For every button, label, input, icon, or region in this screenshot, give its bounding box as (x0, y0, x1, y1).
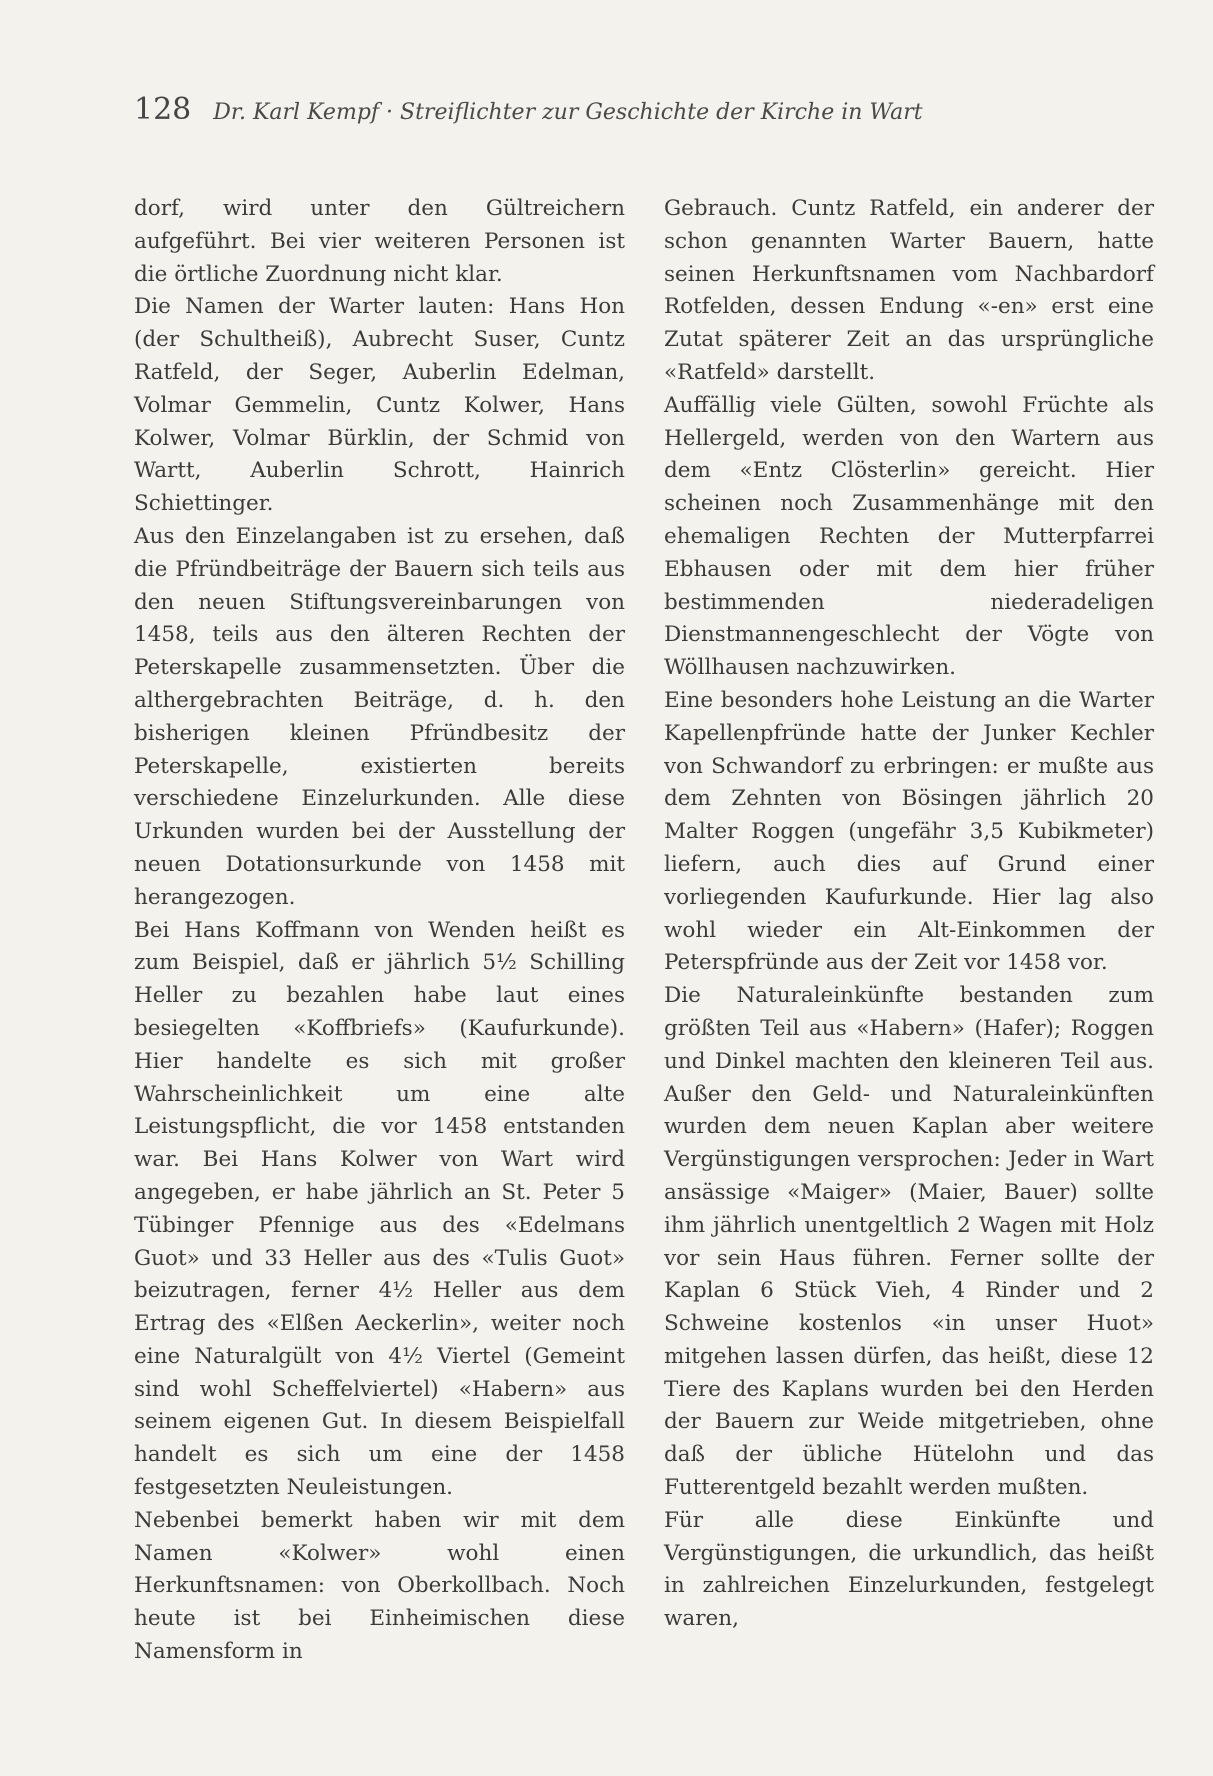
right-column (664, 193, 1154, 1636)
running-header (134, 92, 1153, 127)
paragraph: Aus den Einzelangaben ist zu ersehen, daß die Pfründbeiträge der Bauern sich teils aus den neuen Stiftungsvereinbarungen von 1458, teils aus den älteren Rechten der Peterskapelle zusammensetzten. Über die althergebrachten Beiträge, d. h. den bisherigen kleinen Pfründbesitz der Peterskapelle, existierten bereits verschiedene Einzelurkunden. Alle diese Urkunden wurden bei der Ausstellung der neuen Dotationsurkunde von 1458 mit herangezogen. (134, 523, 625, 910)
paragraph: dorf, wird unter den Gültreichern aufgeführt. Bei vier weiteren Personen ist die örtliche Zuordnung nicht klar. (134, 196, 625, 287)
paragraph: Bei Hans Koffmann von Wenden heißt es zum Beispiel, daß er jährlich 5½ Schilling Heller zu bezahlen habe laut eines besiegelten «Koffbriefs» (Kaufurkunde). Hier handelte es sich mit großer Wahrscheinlichkeit um eine alte Leistungspflicht, die vor 1458 entstanden war. Bei Hans Kolwer von Wart wird angegeben, er habe jährlich an St. Peter 5 Tübinger Pfennige aus des «Edelmans Guot» und 33 Heller aus des «Tulis Guot» beizutragen, ferner 4½ Heller aus dem Ertrag des «Elßen Aeckerlin», weiter noch eine Naturalgült von 4½ Viertel (Gemeint sind wohl Scheffelviertel) «Habern» aus seinem eigenen Gut. In diesem Beispielfall handelt es sich um eine der 1458 festgesetzten Neuleistungen. (134, 917, 625, 1501)
paragraph: Auffällig viele Gülten, sowohl Früchte als Hellergeld, werden von den Wartern aus dem «Entz Clösterlin» gereicht. Hier scheinen noch Zusammenhänge mit den ehemaligen Rechten der Mutterpfarrei Ebhausen oder mit dem hier früher bestimmenden niederadeligen Dienstmannengeschlecht der Vögte von Wöllhausen nachzuwirken. (664, 392, 1154, 681)
paragraph: Nebenbei bemerkt haben wir mit dem Namen «Kolwer» wohl einen Herkunftsnamen: von Oberkollbach. Noch heute ist bei Einheimischen diese Namensform in (134, 1507, 625, 1665)
left-column (134, 193, 625, 1669)
running-title: Dr. Karl Kempf · Streiflichter zur Geschichte der Kirche in Wart (213, 100, 923, 125)
paragraph: Die Namen der Warter lauten: Hans Hon (der Schultheiß), Aubrecht Suser, Cuntz Ratfeld, der Seger, Auberlin Edelman, Volmar Gemmelin, Cuntz Kolwer, Hans Kolwer, Volmar Bürklin, der Schmid von Wartt, Auberlin Schrott, Hainrich Schiettinger. (134, 294, 625, 517)
paragraph: Die Naturaleinkünfte bestanden zum größten Teil aus «Habern» (Hafer); Roggen und Dinkel machten den kleineren Teil aus. Außer den Geld- und Naturaleinkünften wurden dem neuen Kaplan aber weitere Vergünstigungen versprochen: Jeder in Wart ansässige «Maiger» (Maier, Bauer) sollte ihm jährlich unentgeltlich 2 Wagen mit Holz vor sein Haus führen. Ferner sollte der Kaplan 6 Stück Vieh, 4 Rinder und 2 Schweine kostenlos «in unser Huot» mitgehen lassen dürfen, das heißt, diese 12 Tiere des Kaplans wurden bei den Herden der Bauern zur Weide mitgetrieben, ohne daß der übliche Hütelohn und das Futterentgeld bezahlt werden mußten. (664, 983, 1154, 1501)
paragraph: Gebrauch. Cuntz Ratfeld, ein anderer der schon genannten Warter Bauern, hatte seinen Herkunftsnamen vom Nachbardorf Rotfelden, dessen Endung «-en» erst eine Zutat späterer Zeit an das ursprüngliche «Ratfeld» darstellt. (664, 196, 1154, 385)
paragraph: Eine besonders hohe Leistung an die Warter Kapellenpfründe hatte der Junker Kechler von Schwandorf zu erbringen: er mußte aus dem Zehnten von Bösingen jährlich 20 Malter Roggen (ungefähr 3,5 Kubikmeter) liefern, auch dies auf Grund einer vorliegenden Kaufurkunde. Hier lag also wohl wieder ein Alt-Einkommen der Peterspfründe aus der Zeit vor 1458 vor. (664, 687, 1154, 976)
paragraph: Für alle diese Einkünfte und Vergünstigungen, die urkundlich, das heißt in zahlreichen Einzelurkunden, festgelegt waren, (664, 1507, 1154, 1632)
page-number: 128 (134, 92, 192, 127)
